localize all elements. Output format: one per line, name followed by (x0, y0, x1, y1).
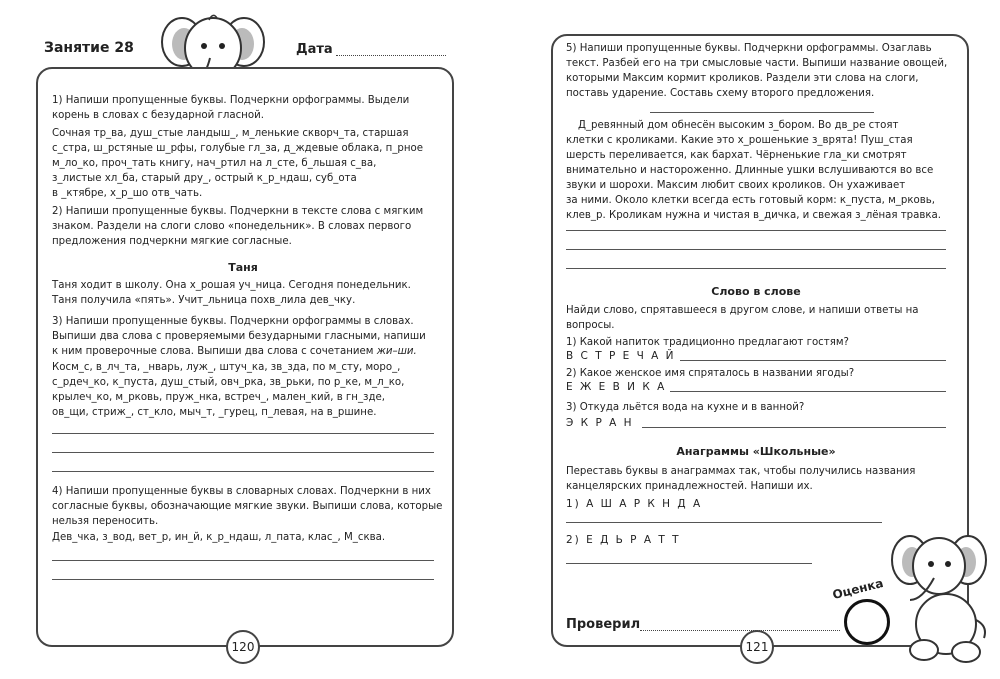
page-number: 121 (740, 630, 774, 664)
answer-line[interactable] (566, 522, 882, 523)
question-1: 1) Какой напиток традиционно предлагают гостям? (566, 337, 849, 348)
answer-line[interactable] (642, 427, 946, 428)
answer-line[interactable] (52, 579, 434, 580)
answer-line[interactable] (52, 560, 434, 561)
answer-line[interactable] (566, 268, 946, 269)
page-number: 120 (226, 630, 260, 664)
word-1: В С Т Р Е Ч А Й (566, 350, 676, 362)
title-line[interactable] (650, 112, 874, 113)
elephant-illustration (888, 520, 992, 666)
task4-text: Дев_чка, з_вод, вет_р, ин_й, к_р_ндаш, л_пата, клас_, М_сква. (52, 532, 386, 543)
question-3: 3) Откуда льётся вода на кухне и в ванной? (566, 402, 805, 413)
question-2: 2) Какое женское имя спряталось в названии ягоды? (566, 368, 855, 379)
word-3: Э К Р А Н (566, 417, 634, 429)
task2-text: Таня ходит в школу. Она х_рошая уч_ница. Сегодня понедельник. Таня получила «пять». Учит_льница похв_лила дев_чку. (52, 280, 411, 306)
lesson-title: Занятие 28 (44, 40, 134, 56)
word-in-word-title: Слово в слове (711, 285, 801, 298)
answer-line[interactable] (566, 249, 946, 250)
anagrams-instruction: Переставь буквы в анаграммах так, чтобы получились названия канцелярских принадлежностей. Напиши их. (566, 466, 916, 492)
task3-emphasis: жи–ши. (376, 346, 417, 357)
answer-line[interactable] (52, 452, 434, 453)
grade-label: Оценка (831, 575, 885, 603)
answer-line[interactable] (566, 230, 946, 231)
task2-instruction: 2) Напиши пропущенные буквы. Подчеркни в тексте слова с мягким знаком. Раздели на слоги слово «понедельник». В словах первого предложения подчеркни мягкие согласные. (52, 206, 424, 247)
task5-text: Д_ревянный дом обнесён высоким з_бором. Во дв_ре стоят клетки с кроликами. Какие это х_рошенькие з_врята! Пуш_стая шерсть переливается, как бархат. Чёрненькие гла_ки смотрят внимательно и настороженно. Длинные ушки вслушиваются во все звуки и шорохи. Максим любит своих кроликов. Он ухаживает за ними. Около клетки всегда есть готовый корм: к_пуста, м_рковь, клев_р. Кроликам нужна и чистая в_дичка, и свежая з_лёная травка. (566, 120, 942, 221)
answer-line[interactable] (670, 391, 946, 392)
anagram-2: 2) Е Д Ь Р А Т Т (566, 534, 681, 546)
word-2: Е Ж Е В И К А (566, 381, 667, 393)
answer-line[interactable] (680, 360, 946, 361)
task1-instruction: 1) Напиши пропущенные буквы. Подчеркни орфограммы. Выдели корень в словах с безударной гласной. (52, 95, 410, 121)
task4-instruction: 4) Напиши пропущенные буквы в словарных словах. Подчеркни в них согласные буквы, обозначающие мягкие звуки. Выпиши слова, которые нельзя переносить. (52, 486, 443, 527)
task5-instruction: 5) Напиши пропущенные буквы. Подчеркни орфограммы. Озаглавь текст. Разбей его на три смысловые части. Выпиши название овощей, которыми Максим кормит кроликов. Раздели эти слова на слоги, поставь ударение. Составь схему второго предложения. (566, 43, 948, 99)
task2-title: Таня (228, 261, 258, 274)
date-label: Дата (296, 42, 333, 57)
task1-text: Сочная тр_ва, душ_стые ландыш_, м_ленькие скворч_та, старшая с_стра, ш_рстяные ш_рфы, голубые гл_за, д_ждевые облака, п_рное м_ло_ко, проч_тать книгу, нач_ртил на л_сте, б_льшая с_ва, з_листые хл_ба, старый дру_, острый к_р_ндаш, суб_ота в _ктябре, х_р_шо отв_чать. (52, 128, 424, 199)
checked-field[interactable] (640, 630, 840, 631)
checked-label: Проверил (566, 617, 641, 632)
right-page (500, 0, 1000, 679)
task3-text: Косм_с, в_лч_та, _нварь, луж_, штуч_ка, зв_зда, по м_сту, моро_, с_рдеч_ко, к_пуста, душ_стый, овч_рка, зв_рьки, по р_ке, м_л_ко, крылеч_ко, м_рковь, пруж_нка, встреч_, мален_кий, в гн_зде, ов_щи, стриж_, ст_кло, мыч_т, _гурец, п_левая, на в_ршине. (52, 362, 405, 418)
task3-instruction: 3) Напиши пропущенные буквы. Подчеркни орфограммы в словах. Выпиши два слова с проверяемыми безударными гласными, напиши к ним проверочные слова. Выпиши два слова с сочетанием жи–ши. (52, 316, 426, 357)
answer-line[interactable] (566, 563, 812, 564)
grade-circle[interactable] (844, 599, 890, 645)
answer-line[interactable] (52, 471, 434, 472)
answer-line[interactable] (52, 433, 434, 434)
date-field[interactable] (336, 55, 446, 56)
anagrams-title: Анаграммы «Школьные» (676, 445, 836, 458)
word-in-word-instruction: Найди слово, спрятавшееся в другом слове, и напиши ответы на вопросы. (566, 305, 919, 331)
anagram-1: 1) А Ш А Р К Н Д А (566, 498, 703, 510)
